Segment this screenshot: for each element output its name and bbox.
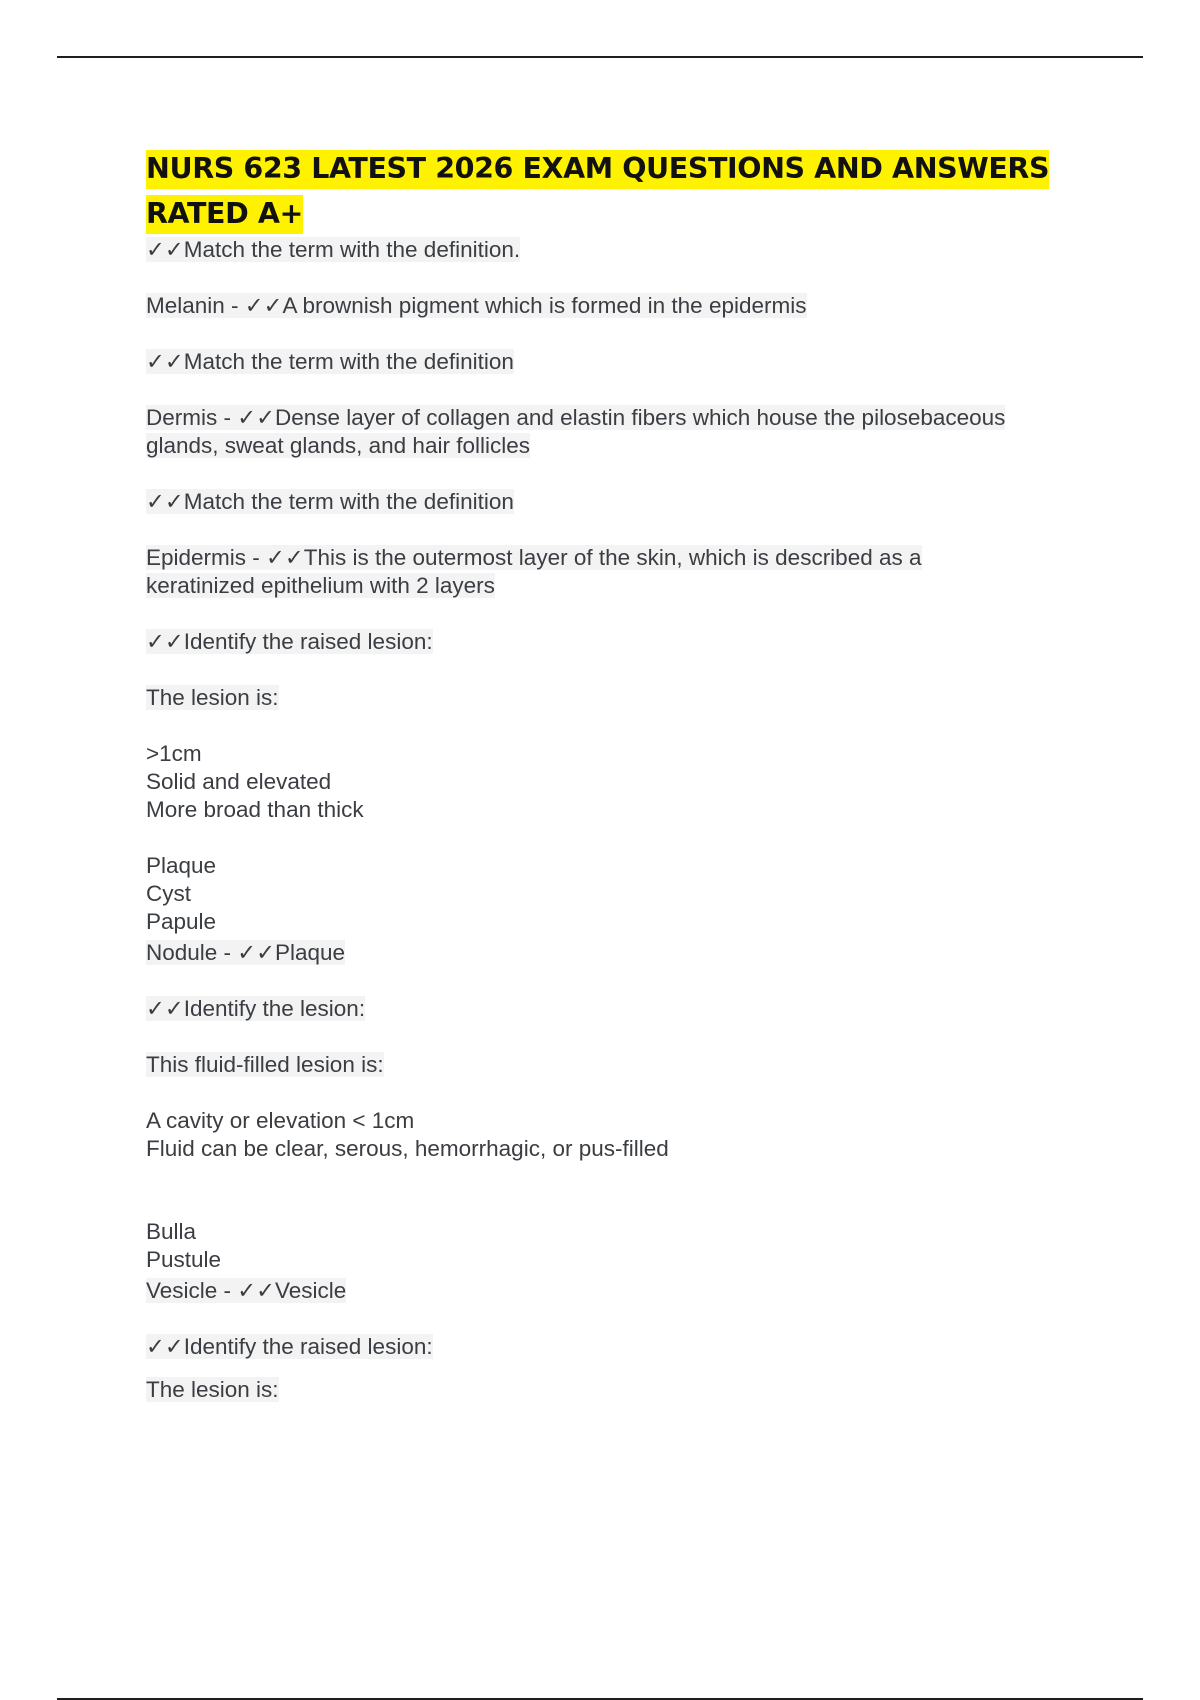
- question-line: ✓✓Match the term with the definition: [146, 489, 514, 514]
- answer-line: Melanin - ✓✓A brownish pigment which is formed in the epidermis: [146, 293, 807, 318]
- question-line: ✓✓Identify the raised lesion:: [146, 629, 433, 654]
- criteria-line: A cavity or elevation < 1cm: [146, 1108, 415, 1133]
- question-line: ✓✓Match the term with the definition: [146, 349, 514, 374]
- criteria-line: Fluid can be clear, serous, hemorrhagic, or pus-filled: [146, 1136, 669, 1161]
- body-line: The lesion is:: [146, 685, 279, 710]
- document-title: NURS 623 LATEST 2026 EXAM QUESTIONS AND ANSWERS RATED A+: [146, 146, 1076, 236]
- answer-line: glands, sweat glands, and hair follicles: [146, 433, 530, 458]
- header-rule: [57, 56, 1143, 58]
- option-line: Pustule: [146, 1247, 222, 1272]
- question-line: ✓✓Identify the raised lesion:: [146, 1334, 433, 1359]
- option-line: Cyst: [146, 881, 191, 906]
- question-line: ✓✓Match the term with the definition.: [146, 237, 521, 262]
- option-line: Plaque: [146, 853, 217, 878]
- answer-line: keratinized epithelium with 2 layers: [146, 573, 495, 598]
- answer-line: Dermis - ✓✓Dense layer of collagen and elastin fibers which house the pilosebaceous: [146, 405, 1006, 430]
- answer-line: Nodule - ✓✓Plaque: [146, 940, 346, 965]
- answer-line: Vesicle - ✓✓Vesicle: [146, 1278, 347, 1303]
- option-line: Papule: [146, 909, 217, 934]
- document-body: [146, 146, 1076, 1404]
- body-line: This fluid-filled lesion is:: [146, 1052, 384, 1077]
- body-line: The lesion is:: [146, 1377, 279, 1402]
- question-line: ✓✓Identify the lesion:: [146, 996, 366, 1021]
- criteria-line: More broad than thick: [146, 797, 364, 822]
- criteria-line: Solid and elevated: [146, 769, 332, 794]
- option-line: Bulla: [146, 1219, 197, 1244]
- criteria-line: >1cm: [146, 741, 202, 766]
- answer-line: Epidermis - ✓✓This is the outermost layer of the skin, which is described as a: [146, 545, 922, 570]
